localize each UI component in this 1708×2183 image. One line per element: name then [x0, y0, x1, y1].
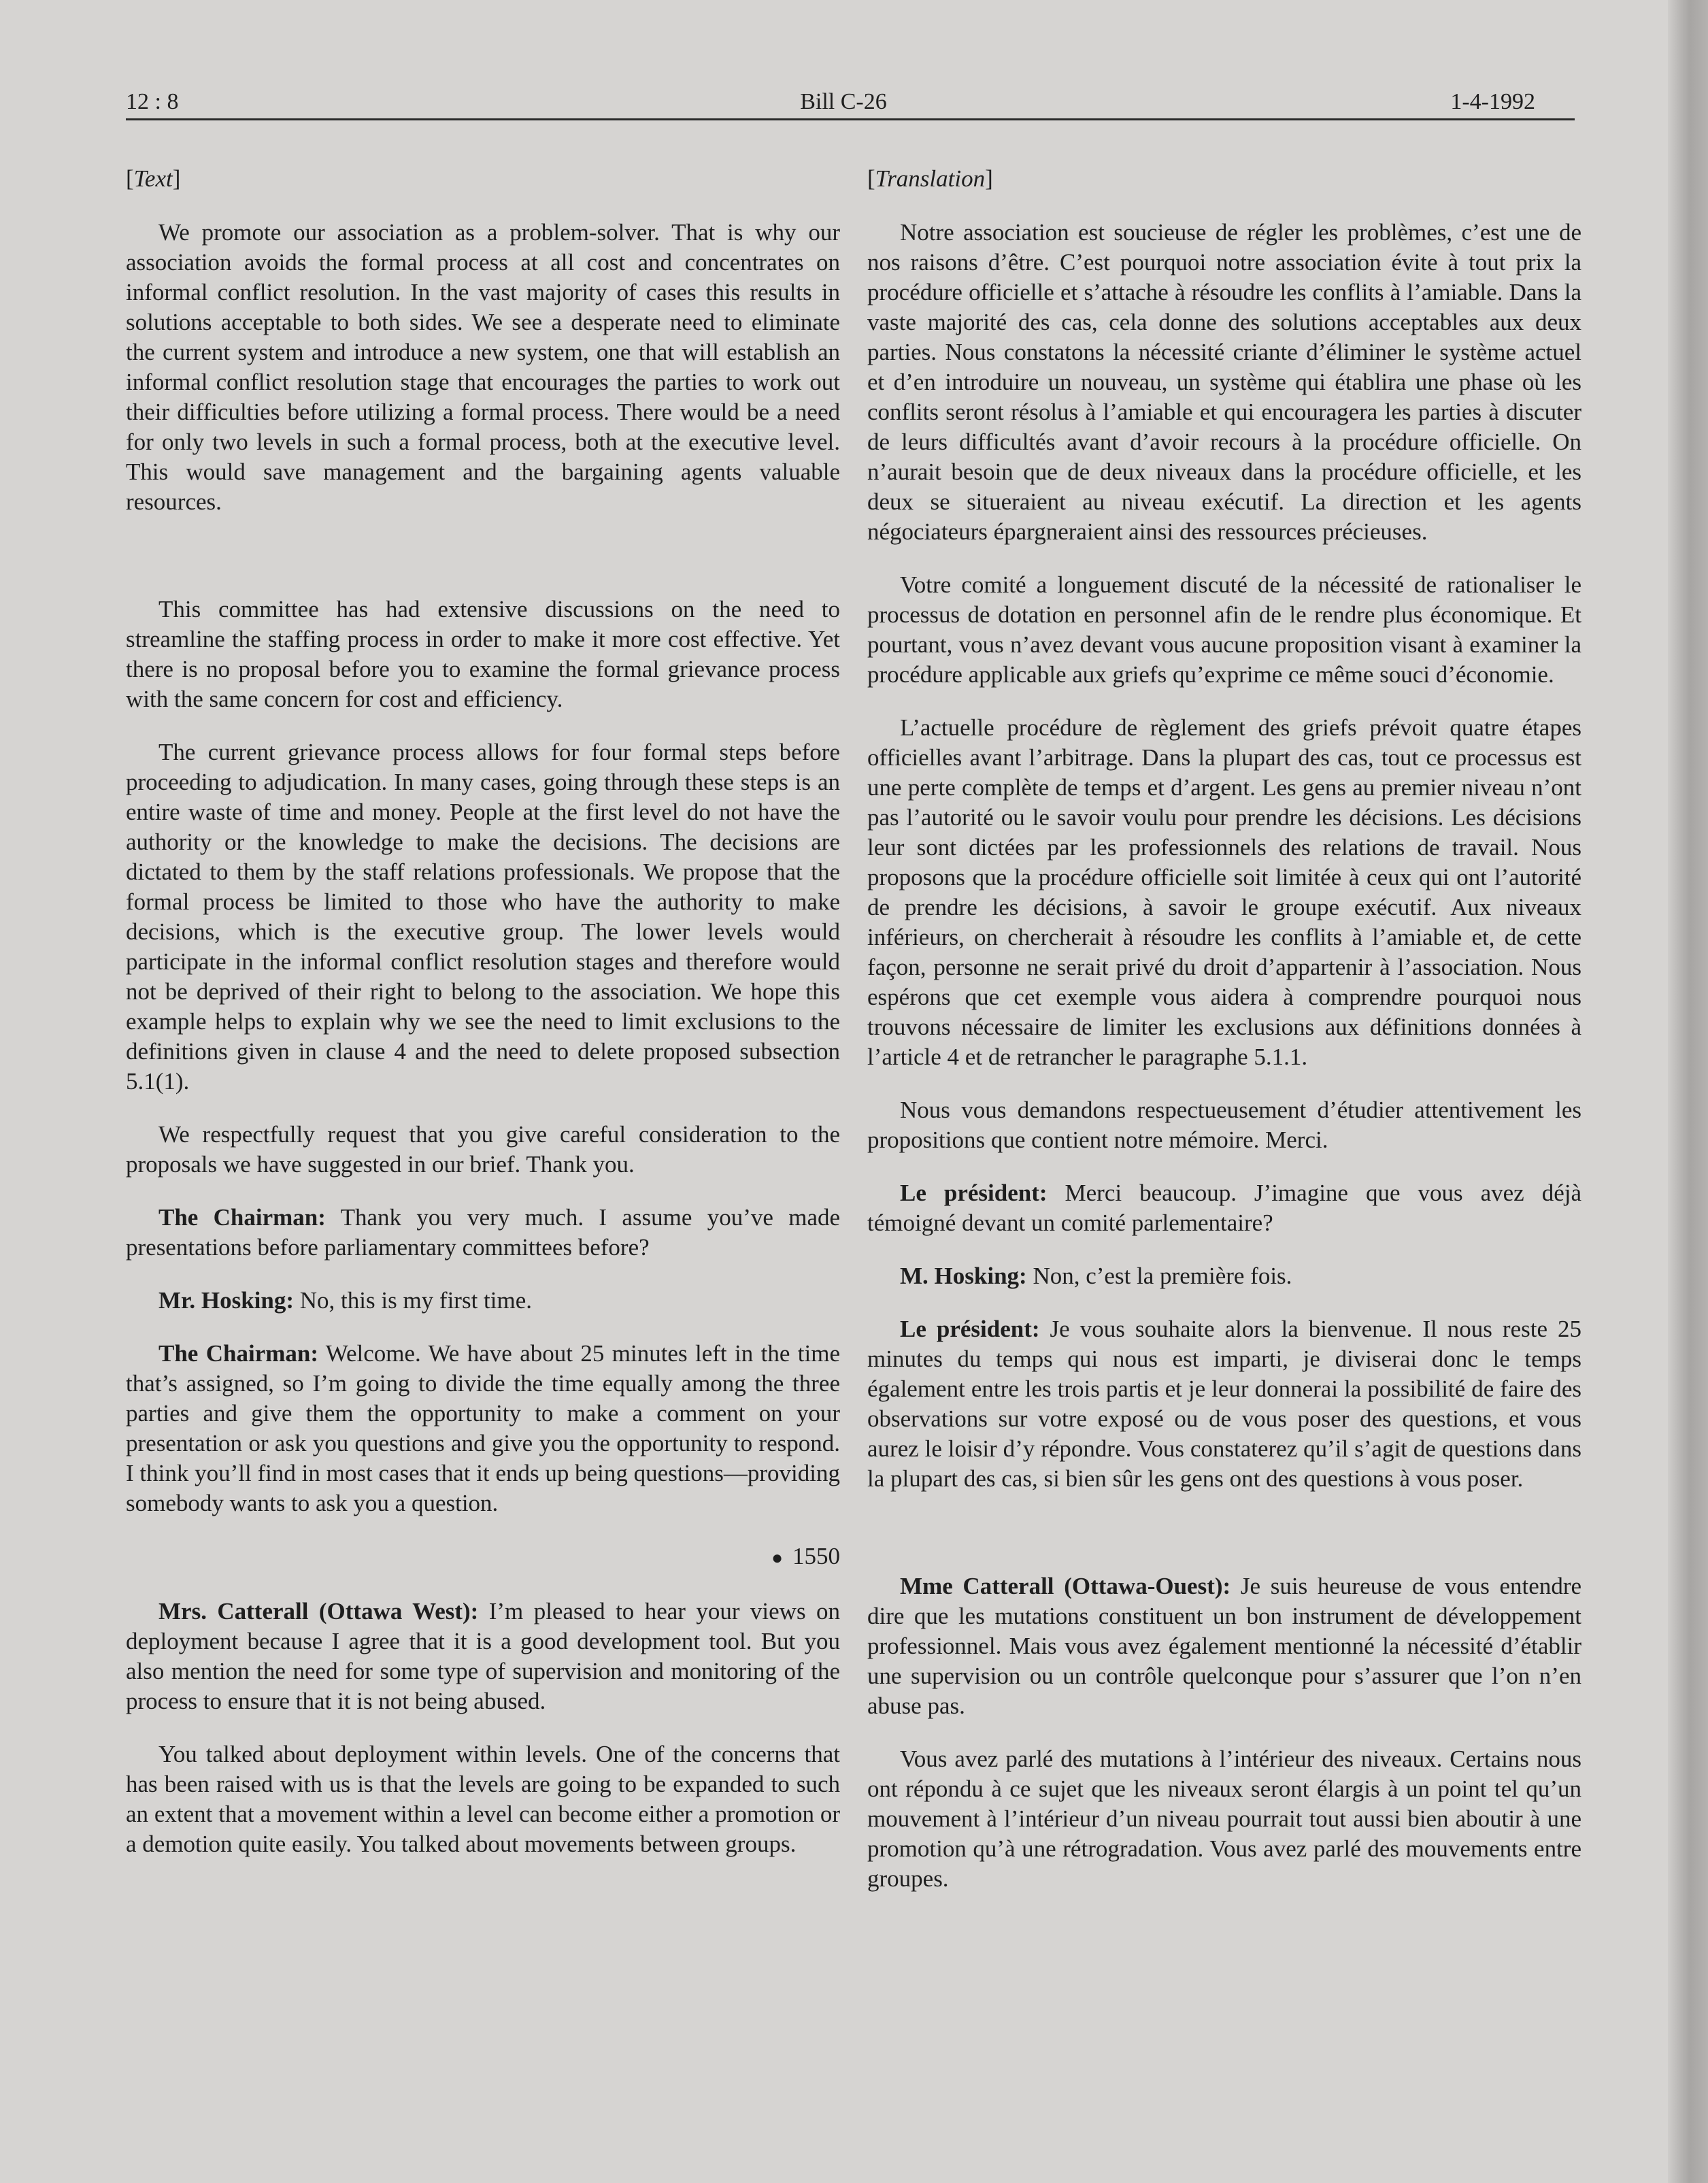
speaker-name: The Chairman:: [158, 1340, 319, 1367]
paragraph: This committee has had extensive discussions on the need to streamline the staffing process in order to make it more cost effective. Yet there is no proposal before you to examine the formal grievance process with the same concern for cost and efficiency.: [126, 596, 840, 712]
paragraph: The current grievance process allows for four formal steps before proceeding to adjudication. In many cases, going through these steps is an entire waste of time and money. People at the first level do not have the authority or the knowledge to make the decisions. The decisions are dictated to them by the staff relations professionals. We propose that the formal process be limited to those who have the authority to make decisions, which is the executive group. The lower levels would participate in the informal conflict resolution stages and therefore would not be deprived of their right to belong to the association. We hope this example helps to explain why we see the need to limit exclusions to the definitions given in clause 4 and the need to delete proposed subsection 5.1(1).: [126, 739, 840, 1095]
english-column: [126, 161, 840, 1882]
spacer: [126, 540, 840, 595]
speech-text: I’m pleased to hear your views on deployment because I agree that it is a good development tool. But you also mention the need for some type of supervision and monitoring of the process to ensure that it is not being abused.: [126, 1598, 840, 1714]
paragraph: You talked about deployment within levels. One of the concerns that has been raised with us is that the levels are going to be expanded to such an extent that a movement within a level can become either a promotion or a demotion quite easily. You talked about movements between groups.: [126, 1741, 840, 1857]
page-edge-shadow: [1668, 0, 1708, 2183]
page-number: 12 : 8: [126, 89, 179, 114]
speaker-name: The Chairman:: [158, 1204, 326, 1231]
speech-text: Non, c’est la première fois.: [1026, 1263, 1292, 1289]
speaker-paragraph: [867, 1261, 1581, 1291]
speaker-name: Le président:: [900, 1180, 1048, 1206]
speaker-name: Mme Catterall (Ottawa-Ouest):: [900, 1573, 1231, 1599]
speaker-paragraph: [126, 1286, 840, 1316]
text-label: [Text]: [126, 165, 181, 192]
speech-text: Welcome. We have about 25 minutes left in the time that’s assigned, so I’m going to divide the time equally among the three parties and give them the opportunity to make a comment on your presentation or ask you questions and give you the opportunity to respond. I think you’ll find in most cases that it ends up being questions—providing somebody wants to ask you a question.: [126, 1340, 840, 1516]
spacer: [867, 1517, 1581, 1571]
speaker-paragraph: [867, 1314, 1581, 1494]
speaker-name: Le président:: [900, 1316, 1040, 1342]
bill-title: Bill C-26: [800, 89, 887, 114]
speaker-paragraph: [126, 1597, 840, 1716]
paragraph: Vous avez parlé des mutations à l’intérieur des niveaux. Certains nous ont répondu à ce sujet que les niveaux seront élargis à un point tel qu’un mouvement à l’intérieur d’un niveau pourrait tout aussi bien aboutir à une promotion qu’à une rétrogradation. Vous avez parlé des mouvements entre groupes.: [867, 1746, 1581, 1892]
page-date: 1-4-1992: [1450, 89, 1535, 114]
paragraph: We respectfully request that you give careful consideration to the proposals we have suggested in our brief. Thank you.: [126, 1121, 840, 1178]
paragraph: Nous vous demandons respectueusement d’étudier attentivement les propositions que contient notre mémoire. Merci.: [867, 1097, 1581, 1153]
speech-text: Je suis heureuse de vous entendre dire que les mutations constituent un bon instrument de développement professionnel. Mais vous avez également mentionné la nécessité d’établir une supervision ou un contrôle quelconque pour s’assurer que l’on n’en abuse pas.: [867, 1573, 1582, 1719]
french-column: [867, 161, 1581, 1917]
header-rule: [126, 118, 1575, 120]
speech-text: No, this is my first time.: [294, 1287, 533, 1314]
speaker-name: M. Hosking:: [900, 1263, 1027, 1289]
speech-text: Merci beaucoup. J’imagine que vous avez déjà témoigné devant un comité parlementaire?: [867, 1180, 1581, 1236]
paragraph: We promote our association as a problem-solver. That is why our association avoids the formal process at all cost and concentrates on informal conflict resolution. In the vast majority of cases this results in solutions acceptable to both sides. We see a desperate need to eliminate the current system and introduce a new system, one that will establish an informal conflict resolution stage that encourages the parties to work out their difficulties before utilizing a formal process. There would be a need for only two levels in such a formal process, both at the executive level. This would save management and the bargaining agents valuable resources.: [126, 219, 840, 515]
translation-label: [Translation]: [867, 165, 993, 192]
paragraph: Notre association est soucieuse de régler les problèmes, c’est une de nos raisons d’être. C’est pourquoi notre association évite à tout prix la procédure officielle et s’attache à résoudre les conflits à l’amiable. Dans la vaste majorité des cas, cela donne des solutions acceptables aux deux parties. Nous constatons la nécessité criante d’éliminer le système actuel et d’en introduire un nouveau, un système qui établira une phase où les conflits seront résolus à l’amiable et qui encouragera les parties à discuter de leurs difficultés avant d’avoir recours à la procédure officielle. On n’aurait besoin que de deux niveaux dans la procédure officielle, et les deux se situeraient au niveau exécutif. La direction et les agents négociateurs épargneraient ainsi des ressources précieuses.: [867, 219, 1581, 545]
paragraph: L’actuelle procédure de règlement des griefs prévoit quatre étapes officielles avant l’arbitrage. Dans la plupart des cas, tout ce processus est une perte complète de temps et d’argent. Les gens au premier niveau n’ont pas l’autorité ou le savoir voulu pour prendre les décisions. Les décisions leur sont dictées par les professionnels des relations de travail. Nous proposons que la procédure officielle soit limitée à ceux qui ont l’autorité de prendre les décisions, à savoir le groupe exécutif. Aux niveaux inférieurs, on chercherait à résoudre les conflits à l’amiable et, de cette façon, personne ne serait privé du droit d’appartenir à l’association. Nous espérons que cet exemple vous aidera à comprendre pourquoi nous trouvons nécessaire de limiter les exclusions aux définitions données à l’article 4 et de retrancher le paragraphe 5.1.1.: [867, 714, 1581, 1070]
speaker-name: Mr. Hosking:: [158, 1287, 295, 1314]
bullet-icon: ●: [771, 1548, 783, 1569]
time-marker: ● 1550: [771, 1543, 840, 1569]
speaker-paragraph: [126, 1339, 840, 1518]
speaker-paragraph: [126, 1203, 840, 1263]
speech-text: Thank you very much. I assume you’ve made presentations before parliamentary committees before?: [126, 1204, 841, 1261]
paragraph: Votre comité a longuement discuté de la nécessité de rationaliser le processus de dotation en personnel afin de le rendre plus économique. Et pourtant, vous n’avez devant vous aucune proposition visant à examiner la procédure applicable aux griefs qu’exprime ce même souci d’économie.: [867, 571, 1581, 688]
speaker-paragraph: [867, 1571, 1581, 1721]
speaker-name: Mrs. Catterall (Ottawa West):: [158, 1598, 479, 1624]
speaker-paragraph: [867, 1178, 1581, 1238]
speech-text: Je vous souhaite alors la bienvenue. Il nous reste 25 minutes du temps qui nous est imparti, je diviserai donc le temps également entre les trois partis et je leur donnerai la possibilité de faire des observations sur votre exposé ou de vous poser des questions, et vous aurez le loisir d’y répondre. Vous constaterez qu’il s’agit de questions dans la plupart des cas, si bien sûr les gens ont des questions à vous poser.: [867, 1316, 1581, 1492]
